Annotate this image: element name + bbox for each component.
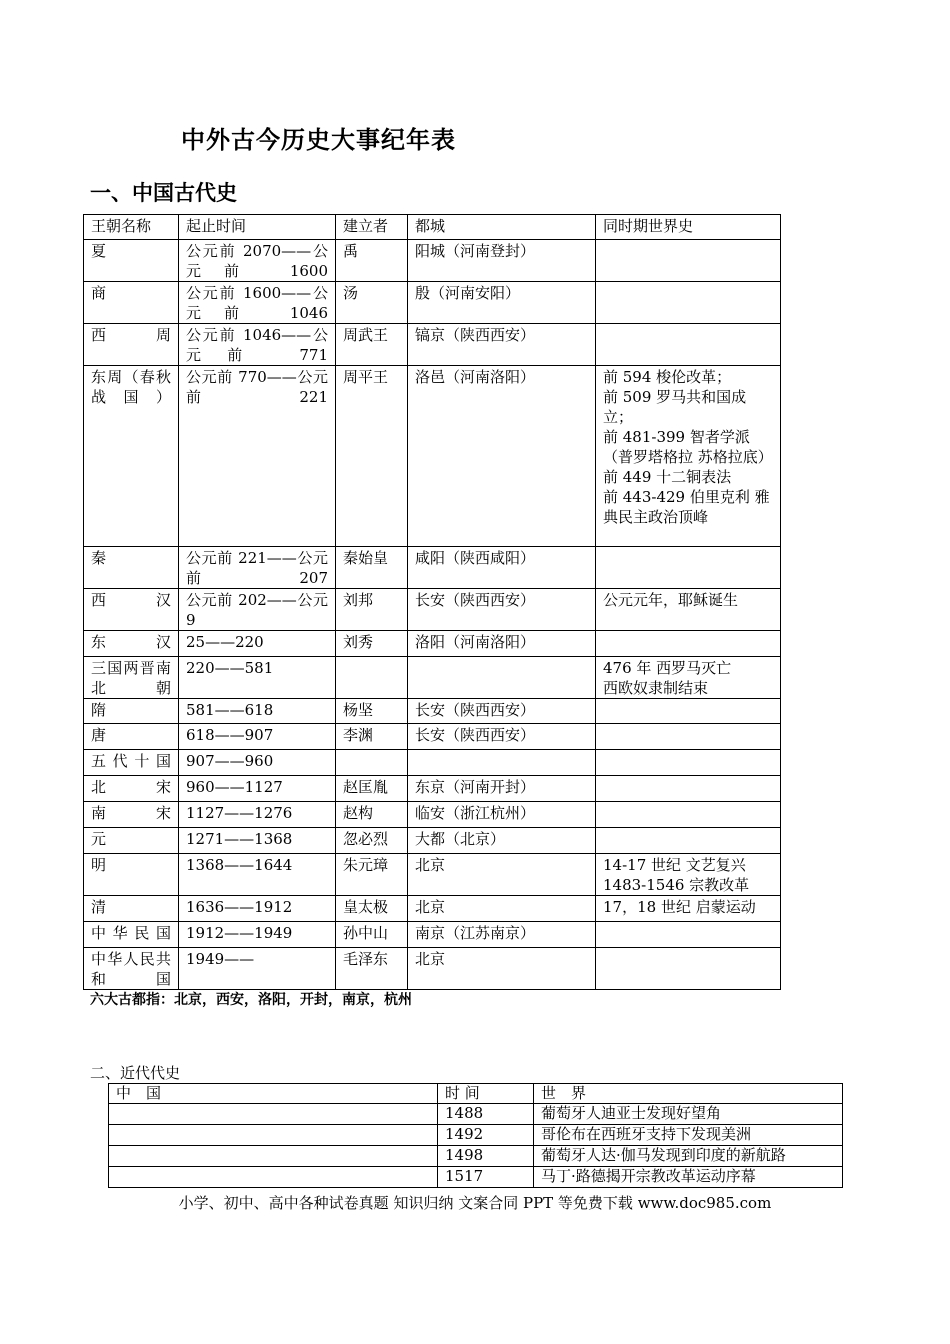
dynasty-name-cell: 五代十国 — [84, 750, 179, 776]
dynasty-name-cell: 清 — [84, 896, 179, 922]
founder-cell: 孙中山 — [336, 922, 408, 948]
table-row — [84, 854, 781, 896]
table-row — [84, 282, 781, 324]
dynasty-name-cell: 东汉 — [84, 631, 179, 657]
table-row — [109, 1125, 843, 1146]
founder-cell: 赵构 — [336, 802, 408, 828]
world-history-cell — [596, 240, 781, 282]
period-cell: 1368——1644 — [179, 854, 336, 896]
table-row — [84, 631, 781, 657]
dynasty-name-cell: 夏 — [84, 240, 179, 282]
founder-cell: 周平王 — [336, 366, 408, 547]
founder-cell: 禹 — [336, 240, 408, 282]
world-history-cell: 公元元年，耶稣诞生 — [596, 589, 781, 631]
dynasty-name-cell: 三国两晋南北朝 — [84, 657, 179, 699]
section-heading-modern: 二、近代代史 — [90, 1064, 181, 1082]
world-event-cell: 葡萄牙人迪亚士发现好望角 — [534, 1104, 843, 1125]
dynasty-table — [83, 214, 781, 990]
dynasty-name-cell: 东周（春秋战国） — [84, 366, 179, 547]
capital-cell: 长安（陕西西安） — [408, 724, 596, 750]
dynasty-name-cell: 元 — [84, 828, 179, 854]
capital-cell: 北京 — [408, 854, 596, 896]
capital-cell: 大都（北京） — [408, 828, 596, 854]
column-header: 同时期世界史 — [596, 215, 781, 240]
dynasty-name-cell: 商 — [84, 282, 179, 324]
table-row — [84, 724, 781, 750]
table-row — [109, 1167, 843, 1188]
founder-cell: 李渊 — [336, 724, 408, 750]
table-row — [84, 657, 781, 699]
table-header-row — [84, 215, 781, 240]
table-row — [109, 1104, 843, 1125]
column-header: 王朝名称 — [84, 215, 179, 240]
dynasty-name-cell: 中华民国 — [84, 922, 179, 948]
world-history-cell — [596, 724, 781, 750]
column-header: 时 间 — [438, 1084, 534, 1104]
period-cell: 907——960 — [179, 750, 336, 776]
period-cell: 公元前 1600——公元前 1046 — [179, 282, 336, 324]
capital-cell: 北京 — [408, 896, 596, 922]
founder-cell: 刘邦 — [336, 589, 408, 631]
table-row — [84, 922, 781, 948]
table-row — [84, 366, 781, 547]
founder-cell: 汤 — [336, 282, 408, 324]
dynasty-name-cell: 南宋 — [84, 802, 179, 828]
period-cell: 1271——1368 — [179, 828, 336, 854]
period-cell: 1636——1912 — [179, 896, 336, 922]
china-event-cell — [109, 1125, 438, 1146]
table-row — [84, 948, 781, 990]
capital-cell: 北京 — [408, 948, 596, 990]
period-cell: 公元前 202——公元 9 — [179, 589, 336, 631]
dynasty-name-cell: 西汉 — [84, 589, 179, 631]
world-history-cell — [596, 922, 781, 948]
table-row — [84, 547, 781, 589]
period-cell: 公元前 2070——公元前 1600 — [179, 240, 336, 282]
world-history-cell — [596, 282, 781, 324]
capital-cell: 阳城（河南登封） — [408, 240, 596, 282]
period-cell: 618——907 — [179, 724, 336, 750]
founder-cell: 刘秀 — [336, 631, 408, 657]
table-row — [84, 240, 781, 282]
period-cell: 960——1127 — [179, 776, 336, 802]
capital-cell — [408, 657, 596, 699]
year-cell: 1488 — [438, 1104, 534, 1125]
table-row — [109, 1146, 843, 1167]
dynasty-name-cell: 中华人民共和国 — [84, 948, 179, 990]
world-history-cell: 17，18 世纪 启蒙运动 — [596, 896, 781, 922]
capital-cell: 洛邑（河南洛阳） — [408, 366, 596, 547]
dynasty-name-cell: 北宋 — [84, 776, 179, 802]
table-row — [84, 589, 781, 631]
table-row — [84, 828, 781, 854]
year-cell: 1498 — [438, 1146, 534, 1167]
capital-cell — [408, 750, 596, 776]
table-header-row — [109, 1084, 843, 1104]
founder-cell: 忽必烈 — [336, 828, 408, 854]
table-row — [84, 896, 781, 922]
year-cell: 1517 — [438, 1167, 534, 1188]
period-cell: 25——220 — [179, 631, 336, 657]
table-row — [84, 699, 781, 724]
world-history-cell — [596, 750, 781, 776]
period-cell: 220——581 — [179, 657, 336, 699]
world-event-cell: 哥伦布在西班牙支持下发现美洲 — [534, 1125, 843, 1146]
dynasty-name-cell: 秦 — [84, 547, 179, 589]
world-history-cell: 476 年 西罗马灭亡 西欧奴隶制结束 — [596, 657, 781, 699]
table-row — [84, 750, 781, 776]
dynasty-name-cell: 明 — [84, 854, 179, 896]
section-heading-ancient: 一、中国古代史 — [90, 181, 237, 205]
world-history-cell: 14-17 世纪 文艺复兴 1483-1546 宗教改革 — [596, 854, 781, 896]
capital-cell: 临安（浙江杭州） — [408, 802, 596, 828]
founder-cell — [336, 750, 408, 776]
world-history-cell — [596, 776, 781, 802]
table-row — [84, 324, 781, 366]
modern-history-table — [108, 1083, 843, 1188]
world-history-cell — [596, 828, 781, 854]
period-cell: 1912——1949 — [179, 922, 336, 948]
capital-cell: 镐京（陕西西安） — [408, 324, 596, 366]
capital-cell: 南京（江苏南京） — [408, 922, 596, 948]
world-history-cell — [596, 631, 781, 657]
world-history-cell — [596, 699, 781, 724]
period-cell: 1949—— — [179, 948, 336, 990]
world-history-cell — [596, 324, 781, 366]
capital-cell: 洛阳（河南洛阳） — [408, 631, 596, 657]
capital-cell: 东京（河南开封） — [408, 776, 596, 802]
founder-cell: 秦始皇 — [336, 547, 408, 589]
column-header: 都城 — [408, 215, 596, 240]
period-cell: 公元前 221——公元前 207 — [179, 547, 336, 589]
dynasty-name-cell: 隋 — [84, 699, 179, 724]
capital-cell: 长安（陕西西安） — [408, 589, 596, 631]
china-event-cell — [109, 1167, 438, 1188]
column-header: 起止时间 — [179, 215, 336, 240]
year-cell: 1492 — [438, 1125, 534, 1146]
capital-cell: 殷（河南安阳） — [408, 282, 596, 324]
world-event-cell: 马丁·路德揭开宗教改革运动序幕 — [534, 1167, 843, 1188]
page-title: 中外古今历史大事纪年表 — [181, 126, 456, 154]
table-row — [84, 776, 781, 802]
capital-cell: 长安（陕西西安） — [408, 699, 596, 724]
six-capitals-note: 六大古都指：北京，西安，洛阳，开封，南京，杭州 — [90, 992, 412, 1008]
world-history-cell — [596, 547, 781, 589]
founder-cell: 赵匡胤 — [336, 776, 408, 802]
world-history-cell — [596, 802, 781, 828]
table-row — [84, 802, 781, 828]
column-header: 建立者 — [336, 215, 408, 240]
footer-text: 小学、初中、高中各种试卷真题 知识归纳 文案合同 PPT 等免费下载 www.doc985.com — [178, 1194, 772, 1212]
world-history-cell — [596, 948, 781, 990]
founder-cell: 杨坚 — [336, 699, 408, 724]
period-cell: 公元前 770——公元前 221 — [179, 366, 336, 547]
founder-cell: 朱元璋 — [336, 854, 408, 896]
period-cell: 公元前 1046——公元前 771 — [179, 324, 336, 366]
founder-cell: 皇太极 — [336, 896, 408, 922]
china-event-cell — [109, 1104, 438, 1125]
founder-cell: 周武王 — [336, 324, 408, 366]
founder-cell — [336, 657, 408, 699]
period-cell: 1127——1276 — [179, 802, 336, 828]
world-event-cell: 葡萄牙人达·伽马发现到印度的新航路 — [534, 1146, 843, 1167]
dynasty-name-cell: 唐 — [84, 724, 179, 750]
china-event-cell — [109, 1146, 438, 1167]
capital-cell: 咸阳（陕西咸阳） — [408, 547, 596, 589]
column-header: 中 国 — [109, 1084, 438, 1104]
period-cell: 581——618 — [179, 699, 336, 724]
founder-cell: 毛泽东 — [336, 948, 408, 990]
dynasty-name-cell: 西周 — [84, 324, 179, 366]
world-history-cell: 前 594 梭伦改革； 前 509 罗马共和国成立； 前 481-399 智者学派（普罗塔格拉 苏格拉底） 前 449 十二铜表法 前 443-429 伯里克利 雅典民主政治顶峰 — [596, 366, 781, 547]
column-header: 世 界 — [534, 1084, 843, 1104]
